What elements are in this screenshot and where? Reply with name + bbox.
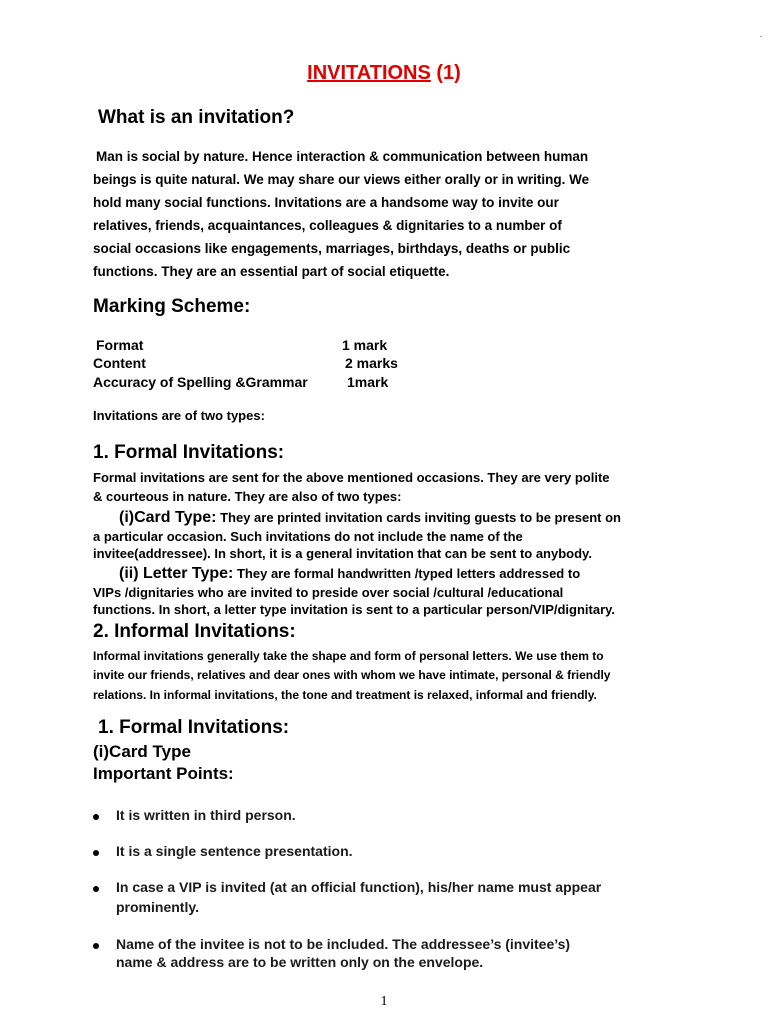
title-suffix: (1) xyxy=(430,62,461,84)
section2-sub1: (i)Card Type xyxy=(93,742,191,761)
letter-type-label: (ii) Letter Type: xyxy=(119,565,234,582)
bullet-dot xyxy=(93,814,99,820)
marking-label: Accuracy of Spelling &Grammar xyxy=(93,374,308,390)
bullet-text: It is written in third person. xyxy=(116,807,296,823)
letter-type-para xyxy=(119,565,580,583)
marking-value: 1mark xyxy=(347,374,389,390)
card-type-line: a particular occasion. Such invitations do not include the name of the xyxy=(93,529,523,544)
intro-line: beings is quite natural. We may share our views either orally or in writing. We xyxy=(93,172,590,187)
letter-type-line: functions. In short, a letter type invitation is sent to a particular person/VIP/dignitary. xyxy=(93,602,616,617)
bullet-text: Name of the invitee is not to be included. The addressee’s (invitee’s) xyxy=(116,936,571,952)
marking-value: 1 mark xyxy=(342,337,388,353)
title-main: INVITATIONS xyxy=(307,62,431,84)
bullet-text: name & address are to be written only on the envelope. xyxy=(116,954,484,970)
bullet-text: In case a VIP is invited (at an official function), his/her name must appear xyxy=(116,879,602,895)
types-intro: Invitations are of two types: xyxy=(93,408,265,423)
page-title xyxy=(0,62,768,85)
section2-sub2: Important Points: xyxy=(93,764,234,783)
intro-line: functions. They are an essential part of social etiquette. xyxy=(93,264,450,279)
intro-line: relatives, friends, acquaintances, colleagues & dignitaries to a number of xyxy=(93,218,562,233)
informal-heading: 2. Informal Invitations: xyxy=(93,621,296,642)
intro-line: hold many social functions. Invitations are a handsome way to invite our xyxy=(93,195,559,210)
marking-label: Content xyxy=(93,355,146,371)
bullet-dot xyxy=(93,850,99,856)
informal-line: Informal invitations generally take the shape and form of personal letters. We use them to xyxy=(93,649,604,663)
formal-line: Formal invitations are sent for the above mentioned occasions. They are very polite xyxy=(93,470,610,485)
bullet-text: It is a single sentence presentation. xyxy=(116,843,353,859)
bullet-text: prominently. xyxy=(116,899,199,915)
corner-mark: . xyxy=(760,30,763,39)
formal-line: & courteous in nature. They are also of two types: xyxy=(93,489,402,504)
card-type-line: invitee(addressee). In short, it is a general invitation that can be sent to anybody. xyxy=(93,546,592,561)
bullet-dot xyxy=(93,886,99,892)
marking-value: 2 marks xyxy=(345,355,398,371)
what-heading: What is an invitation? xyxy=(98,107,295,128)
card-type-para xyxy=(119,509,621,527)
page-number: 1 xyxy=(380,994,388,1009)
section2-heading: 1. Formal Invitations: xyxy=(98,717,290,738)
marking-heading: Marking Scheme: xyxy=(93,296,251,317)
intro-line: Man is social by nature. Hence interaction & communication between human xyxy=(96,149,589,164)
letter-type-line: VIPs /dignitaries who are invited to preside over social /cultural /educational xyxy=(93,585,564,600)
card-type-first: They are printed invitation cards inviting guests to be present on xyxy=(216,510,621,525)
intro-line: social occasions like engagements, marriages, birthdays, deaths or public xyxy=(93,241,571,256)
bullet-dot xyxy=(93,943,99,949)
marking-label: Format xyxy=(96,337,144,353)
informal-line: invite our friends, relatives and dear ones with whom we have intimate, personal & friendly xyxy=(93,668,611,682)
letter-type-first: They are formal handwritten /typed letters addressed to xyxy=(233,566,581,581)
formal-heading: 1. Formal Invitations: xyxy=(93,442,285,463)
card-type-label: (i)Card Type: xyxy=(119,509,217,526)
informal-line: relations. In informal invitations, the tone and treatment is relaxed, informal and friendly. xyxy=(93,688,597,702)
